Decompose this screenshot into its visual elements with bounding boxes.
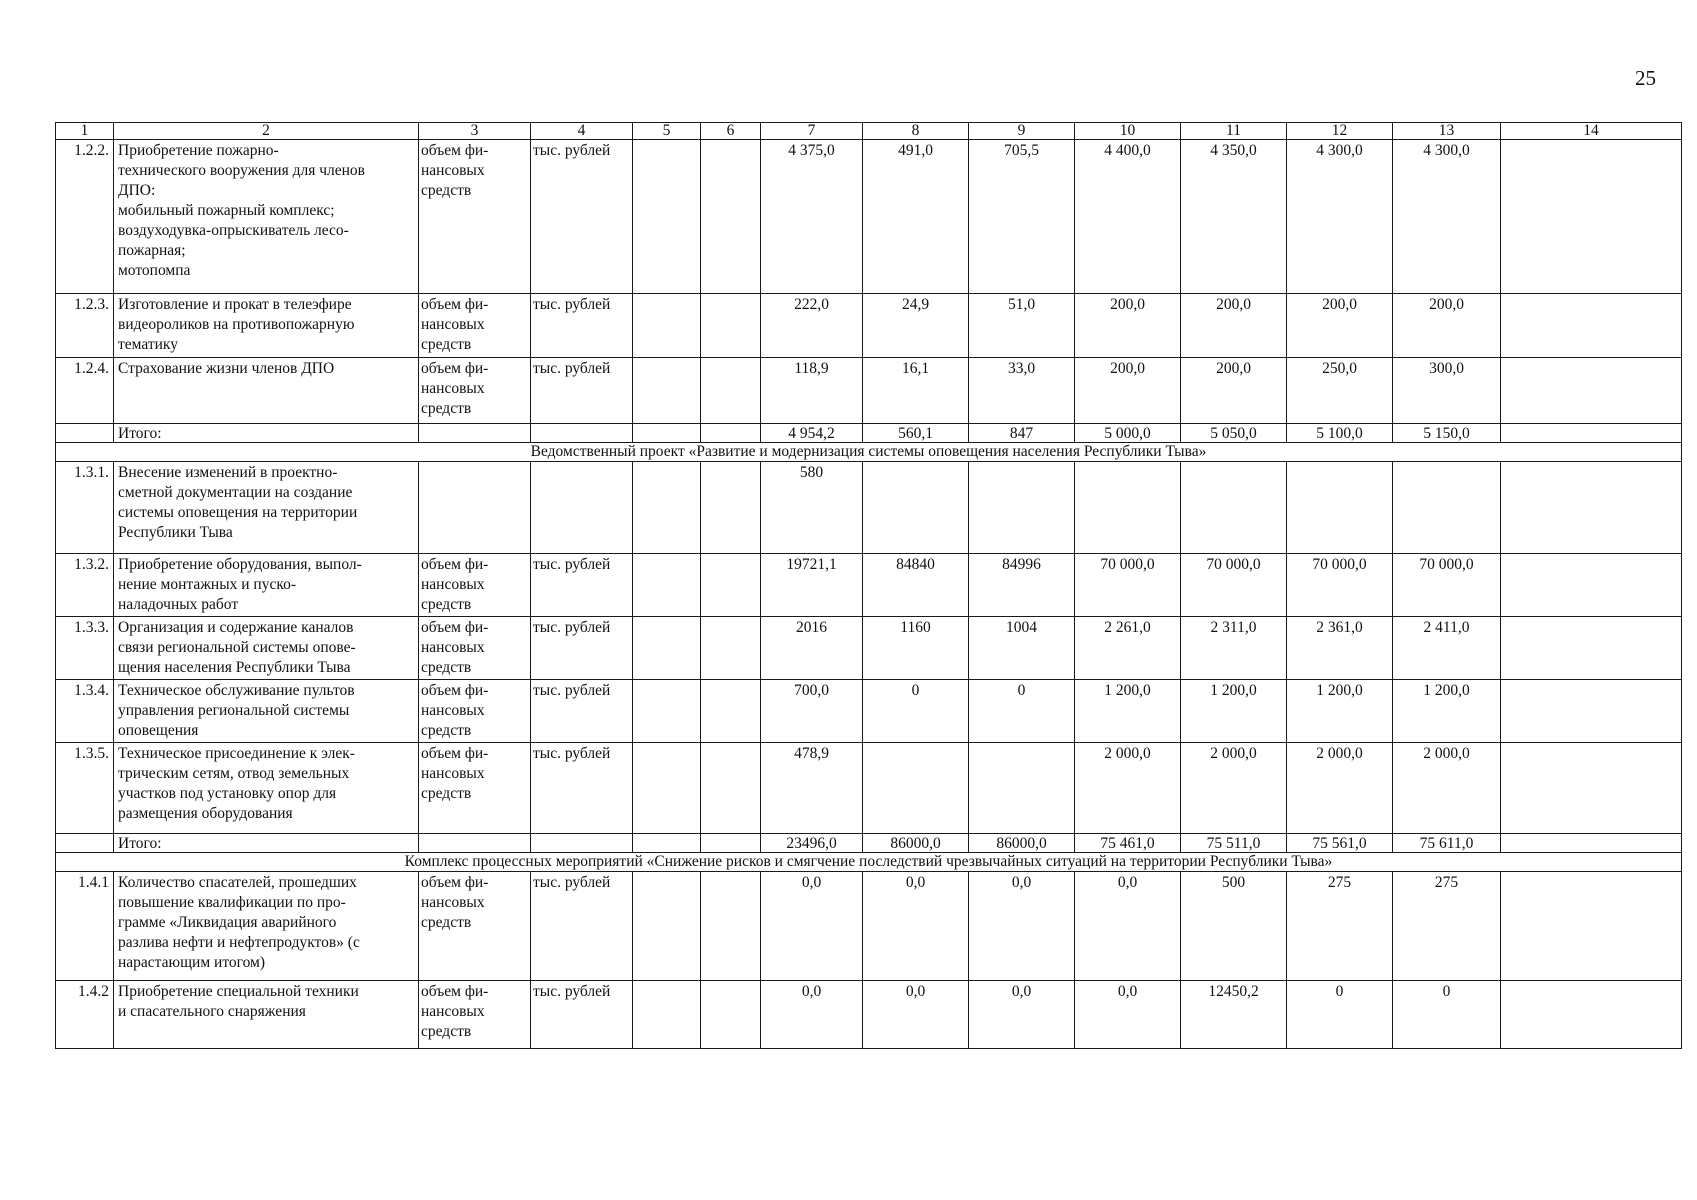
table-row — [56, 680, 1682, 743]
col-10-cell: 70 000,0 — [1075, 554, 1181, 617]
col-6-cell — [701, 872, 761, 981]
col-10-cell: 0,0 — [1075, 872, 1181, 981]
col-13-cell: 75 611,0 — [1393, 834, 1501, 853]
unit-cell: тыс. рублей — [531, 140, 633, 294]
col-11-cell: 500 — [1181, 872, 1287, 981]
col-5-cell — [633, 680, 701, 743]
col-8-cell: 16,1 — [863, 358, 969, 424]
total-row — [56, 834, 1682, 853]
col-14-cell — [1501, 834, 1682, 853]
col-6-cell — [701, 462, 761, 554]
col-12-cell: 250,0 — [1287, 358, 1393, 424]
indicator-cell: объем фи- нансовых средств — [419, 680, 531, 743]
row-number-cell: 1.2.3. — [56, 294, 114, 358]
col-12-cell: 2 361,0 — [1287, 617, 1393, 680]
col-14-cell — [1501, 424, 1682, 443]
row-number-cell — [56, 834, 114, 853]
col-6-cell — [701, 981, 761, 1049]
col-10-cell: 75 461,0 — [1075, 834, 1181, 853]
col-11-cell: 200,0 — [1181, 358, 1287, 424]
col-6-cell — [701, 554, 761, 617]
col-14-cell — [1501, 680, 1682, 743]
column-number-header: 6 — [701, 123, 761, 140]
indicator-cell: объем фи- нансовых средств — [419, 294, 531, 358]
col-9-cell — [969, 462, 1075, 554]
col-14-cell — [1501, 617, 1682, 680]
col-13-cell: 275 — [1393, 872, 1501, 981]
col-6-cell — [701, 834, 761, 853]
col-8-cell — [863, 743, 969, 834]
col-10-cell: 200,0 — [1075, 294, 1181, 358]
col-13-cell — [1393, 462, 1501, 554]
col-9-cell: 0,0 — [969, 872, 1075, 981]
header-row — [56, 123, 1682, 140]
unit-cell: тыс. рублей — [531, 981, 633, 1049]
column-number-header: 7 — [761, 123, 863, 140]
col-7-cell: 478,9 — [761, 743, 863, 834]
table-row — [56, 981, 1682, 1049]
indicator-cell: объем фи- нансовых средств — [419, 872, 531, 981]
unit-cell: тыс. рублей — [531, 872, 633, 981]
column-number-header: 10 — [1075, 123, 1181, 140]
item-name-cell: Приобретение оборудования, выпол- нение монтажных и пуско- наладочных работ — [114, 554, 419, 617]
col-10-cell: 4 400,0 — [1075, 140, 1181, 294]
unit-cell: тыс. рублей — [531, 358, 633, 424]
item-name-cell: Итого: — [114, 424, 419, 443]
col-7-cell: 4 375,0 — [761, 140, 863, 294]
col-9-cell: 84996 — [969, 554, 1075, 617]
col-11-cell: 2 311,0 — [1181, 617, 1287, 680]
col-11-cell: 12450,2 — [1181, 981, 1287, 1049]
table-body — [56, 123, 1682, 1049]
col-13-cell: 0 — [1393, 981, 1501, 1049]
row-number-cell: 1.4.1 — [56, 872, 114, 981]
column-number-header: 14 — [1501, 123, 1682, 140]
col-13-cell: 2 411,0 — [1393, 617, 1501, 680]
col-8-cell: 84840 — [863, 554, 969, 617]
col-11-cell: 1 200,0 — [1181, 680, 1287, 743]
item-name-cell: Приобретение пожарно- технического вооружения для членов ДПО: мобильный пожарный комплекс; воздуходувка-опрыскиватель лесо- пожарная; мотопомпа — [114, 140, 419, 294]
row-number-cell: 1.3.2. — [56, 554, 114, 617]
col-9-cell: 0 — [969, 680, 1075, 743]
row-number-cell: 1.2.2. — [56, 140, 114, 294]
row-number-cell: 1.3.3. — [56, 617, 114, 680]
col-12-cell: 75 561,0 — [1287, 834, 1393, 853]
col-10-cell: 200,0 — [1075, 358, 1181, 424]
col-11-cell: 4 350,0 — [1181, 140, 1287, 294]
indicator-cell — [419, 462, 531, 554]
item-name-cell: Техническое присоединение к элек- трическим сетям, отвод земельных участков под установку опор для размещения оборудования — [114, 743, 419, 834]
indicator-cell — [419, 834, 531, 853]
col-6-cell — [701, 743, 761, 834]
col-12-cell: 200,0 — [1287, 294, 1393, 358]
col-6-cell — [701, 358, 761, 424]
col-13-cell: 70 000,0 — [1393, 554, 1501, 617]
col-8-cell: 24,9 — [863, 294, 969, 358]
col-5-cell — [633, 554, 701, 617]
col-9-cell: 33,0 — [969, 358, 1075, 424]
column-number-header: 5 — [633, 123, 701, 140]
col-7-cell: 19721,1 — [761, 554, 863, 617]
col-7-cell: 118,9 — [761, 358, 863, 424]
col-6-cell — [701, 424, 761, 443]
col-8-cell: 560,1 — [863, 424, 969, 443]
col-13-cell: 5 150,0 — [1393, 424, 1501, 443]
col-12-cell: 275 — [1287, 872, 1393, 981]
col-5-cell — [633, 743, 701, 834]
col-13-cell: 1 200,0 — [1393, 680, 1501, 743]
col-7-cell: 4 954,2 — [761, 424, 863, 443]
item-name-cell: Итого: — [114, 834, 419, 853]
column-number-header: 13 — [1393, 123, 1501, 140]
col-14-cell — [1501, 358, 1682, 424]
unit-cell — [531, 834, 633, 853]
col-7-cell: 2016 — [761, 617, 863, 680]
col-5-cell — [633, 424, 701, 443]
col-5-cell — [633, 294, 701, 358]
col-13-cell: 200,0 — [1393, 294, 1501, 358]
col-12-cell: 1 200,0 — [1287, 680, 1393, 743]
indicator-cell: объем фи- нансовых средств — [419, 140, 531, 294]
col-5-cell — [633, 617, 701, 680]
indicator-cell: объем фи- нансовых средств — [419, 617, 531, 680]
col-11-cell: 70 000,0 — [1181, 554, 1287, 617]
col-7-cell: 580 — [761, 462, 863, 554]
item-name-cell: Организация и содержание каналов связи региональной системы опове- щения населения Республики Тыва — [114, 617, 419, 680]
row-number-cell — [56, 424, 114, 443]
indicator-cell: объем фи- нансовых средств — [419, 554, 531, 617]
page-number: 25 — [1635, 66, 1656, 90]
col-7-cell: 0,0 — [761, 872, 863, 981]
col-13-cell: 4 300,0 — [1393, 140, 1501, 294]
col-5-cell — [633, 140, 701, 294]
col-11-cell: 200,0 — [1181, 294, 1287, 358]
col-12-cell: 4 300,0 — [1287, 140, 1393, 294]
col-8-cell: 0,0 — [863, 872, 969, 981]
col-8-cell — [863, 462, 969, 554]
col-14-cell — [1501, 294, 1682, 358]
col-9-cell: 86000,0 — [969, 834, 1075, 853]
col-14-cell — [1501, 981, 1682, 1049]
unit-cell: тыс. рублей — [531, 743, 633, 834]
col-8-cell: 86000,0 — [863, 834, 969, 853]
unit-cell — [531, 462, 633, 554]
col-12-cell: 0 — [1287, 981, 1393, 1049]
col-11-cell: 2 000,0 — [1181, 743, 1287, 834]
section-title: Ведомственный проект «Развитие и модернизация системы оповещения населения Республики Тыва» — [56, 443, 1682, 462]
unit-cell: тыс. рублей — [531, 617, 633, 680]
col-7-cell: 700,0 — [761, 680, 863, 743]
col-11-cell — [1181, 462, 1287, 554]
col-8-cell: 0 — [863, 680, 969, 743]
col-12-cell: 5 100,0 — [1287, 424, 1393, 443]
program-table — [55, 122, 1682, 1049]
item-name-cell: Страхование жизни членов ДПО — [114, 358, 419, 424]
row-number-cell: 1.3.5. — [56, 743, 114, 834]
col-6-cell — [701, 294, 761, 358]
col-14-cell — [1501, 462, 1682, 554]
row-number-cell: 1.4.2 — [56, 981, 114, 1049]
col-9-cell: 1004 — [969, 617, 1075, 680]
unit-cell: тыс. рублей — [531, 554, 633, 617]
unit-cell — [531, 424, 633, 443]
indicator-cell — [419, 424, 531, 443]
col-5-cell — [633, 834, 701, 853]
row-number-cell: 1.3.4. — [56, 680, 114, 743]
col-5-cell — [633, 872, 701, 981]
col-7-cell: 23496,0 — [761, 834, 863, 853]
col-7-cell: 0,0 — [761, 981, 863, 1049]
col-10-cell: 2 000,0 — [1075, 743, 1181, 834]
table-row — [56, 743, 1682, 834]
column-number-header: 11 — [1181, 123, 1287, 140]
table-row — [56, 462, 1682, 554]
col-12-cell: 70 000,0 — [1287, 554, 1393, 617]
row-number-cell: 1.2.4. — [56, 358, 114, 424]
row-number-cell: 1.3.1. — [56, 462, 114, 554]
table-row — [56, 140, 1682, 294]
col-10-cell: 0,0 — [1075, 981, 1181, 1049]
col-6-cell — [701, 680, 761, 743]
indicator-cell: объем фи- нансовых средств — [419, 358, 531, 424]
col-14-cell — [1501, 872, 1682, 981]
item-name-cell: Техническое обслуживание пультов управления региональной системы оповещения — [114, 680, 419, 743]
col-9-cell — [969, 743, 1075, 834]
column-number-header: 9 — [969, 123, 1075, 140]
col-8-cell: 491,0 — [863, 140, 969, 294]
indicator-cell: объем фи- нансовых средств — [419, 981, 531, 1049]
col-8-cell: 0,0 — [863, 981, 969, 1049]
col-8-cell: 1160 — [863, 617, 969, 680]
item-name-cell: Внесение изменений в проектно- сметной документации на создание системы оповещения на территории Республики Тыва — [114, 462, 419, 554]
col-11-cell: 5 050,0 — [1181, 424, 1287, 443]
col-10-cell — [1075, 462, 1181, 554]
col-9-cell: 705,5 — [969, 140, 1075, 294]
unit-cell: тыс. рублей — [531, 294, 633, 358]
unit-cell: тыс. рублей — [531, 680, 633, 743]
column-number-header: 8 — [863, 123, 969, 140]
col-14-cell — [1501, 140, 1682, 294]
table-row — [56, 554, 1682, 617]
col-10-cell: 1 200,0 — [1075, 680, 1181, 743]
total-row — [56, 424, 1682, 443]
col-13-cell: 2 000,0 — [1393, 743, 1501, 834]
section-row — [56, 443, 1682, 462]
item-name-cell: Приобретение специальной техники и спасательного снаряжения — [114, 981, 419, 1049]
item-name-cell: Количество спасателей, прошедших повышение квалификации по про- грамме «Ликвидация аварийного разлива нефти и нефтепродуктов» (с нарастающим итогом) — [114, 872, 419, 981]
col-10-cell: 5 000,0 — [1075, 424, 1181, 443]
column-number-header: 2 — [114, 123, 419, 140]
col-6-cell — [701, 617, 761, 680]
column-number-header: 12 — [1287, 123, 1393, 140]
table-row — [56, 294, 1682, 358]
column-number-header: 4 — [531, 123, 633, 140]
column-number-header: 1 — [56, 123, 114, 140]
column-number-header: 3 — [419, 123, 531, 140]
col-14-cell — [1501, 743, 1682, 834]
col-5-cell — [633, 981, 701, 1049]
col-6-cell — [701, 140, 761, 294]
col-9-cell: 847 — [969, 424, 1075, 443]
col-5-cell — [633, 358, 701, 424]
col-12-cell — [1287, 462, 1393, 554]
col-5-cell — [633, 462, 701, 554]
table-row — [56, 358, 1682, 424]
table-row — [56, 617, 1682, 680]
col-12-cell: 2 000,0 — [1287, 743, 1393, 834]
col-7-cell: 222,0 — [761, 294, 863, 358]
col-14-cell — [1501, 554, 1682, 617]
item-name-cell: Изготовление и прокат в телеэфире видеороликов на противопожарную тематику — [114, 294, 419, 358]
col-11-cell: 75 511,0 — [1181, 834, 1287, 853]
col-9-cell: 51,0 — [969, 294, 1075, 358]
col-13-cell: 300,0 — [1393, 358, 1501, 424]
table-row — [56, 872, 1682, 981]
col-9-cell: 0,0 — [969, 981, 1075, 1049]
section-row — [56, 853, 1682, 872]
indicator-cell: объем фи- нансовых средств — [419, 743, 531, 834]
section-title: Комплекс процессных мероприятий «Снижение рисков и смягчение последствий чрезвычайных ситуаций на территории Республики Тыва» — [56, 853, 1682, 872]
col-10-cell: 2 261,0 — [1075, 617, 1181, 680]
